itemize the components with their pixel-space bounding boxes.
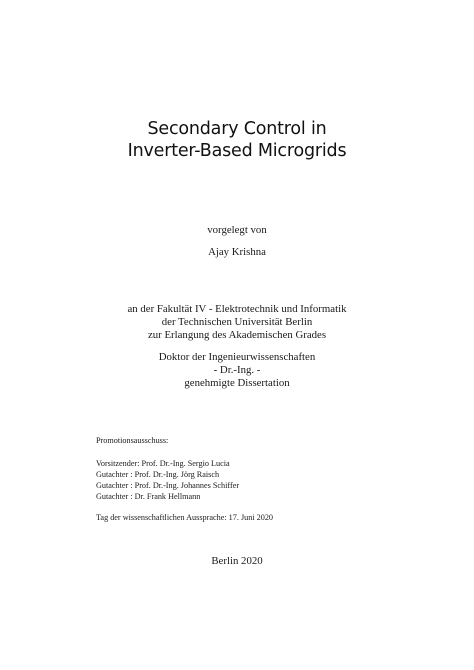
degree-line-1: Doktor der Ingenieurwissenschaften: [158, 351, 316, 363]
submitted-by: vorgelegt von: [207, 224, 267, 236]
author-name: Ajay Krishna: [208, 246, 266, 258]
defense-date: Tag der wissenschaftlichen Aussprache: 17. Juni 2020: [96, 513, 274, 522]
committee-member: Gutachter : Dr. Frank Hellmann: [96, 492, 201, 501]
committee-member: Gutachter : Prof. Dr.-Ing. Johannes Schiffer: [96, 481, 240, 490]
place-year: Berlin 2020: [211, 555, 263, 567]
faculty-line-2: der Technischen Universität Berlin: [161, 316, 313, 328]
committee-heading: Promotionsausschuss:: [96, 436, 169, 445]
title-line-1: Secondary Control in: [147, 119, 327, 139]
committee-member: Gutachter : Prof. Dr.-Ing. Jörg Raisch: [96, 470, 220, 479]
title-line-2: Inverter-Based Microgrids: [127, 141, 347, 161]
faculty-line-3: zur Erlangung des Akademischen Grades: [147, 329, 327, 341]
faculty-line-1: an der Fakultät IV - Elektrotechnik und Informatik: [127, 303, 347, 315]
committee-member: Vorsitzender: Prof. Dr.-Ing. Sergio Lucia: [96, 459, 230, 468]
degree-line-3: genehmigte Dissertation: [184, 377, 290, 389]
degree-line-2: - Dr.-Ing. -: [213, 364, 261, 376]
